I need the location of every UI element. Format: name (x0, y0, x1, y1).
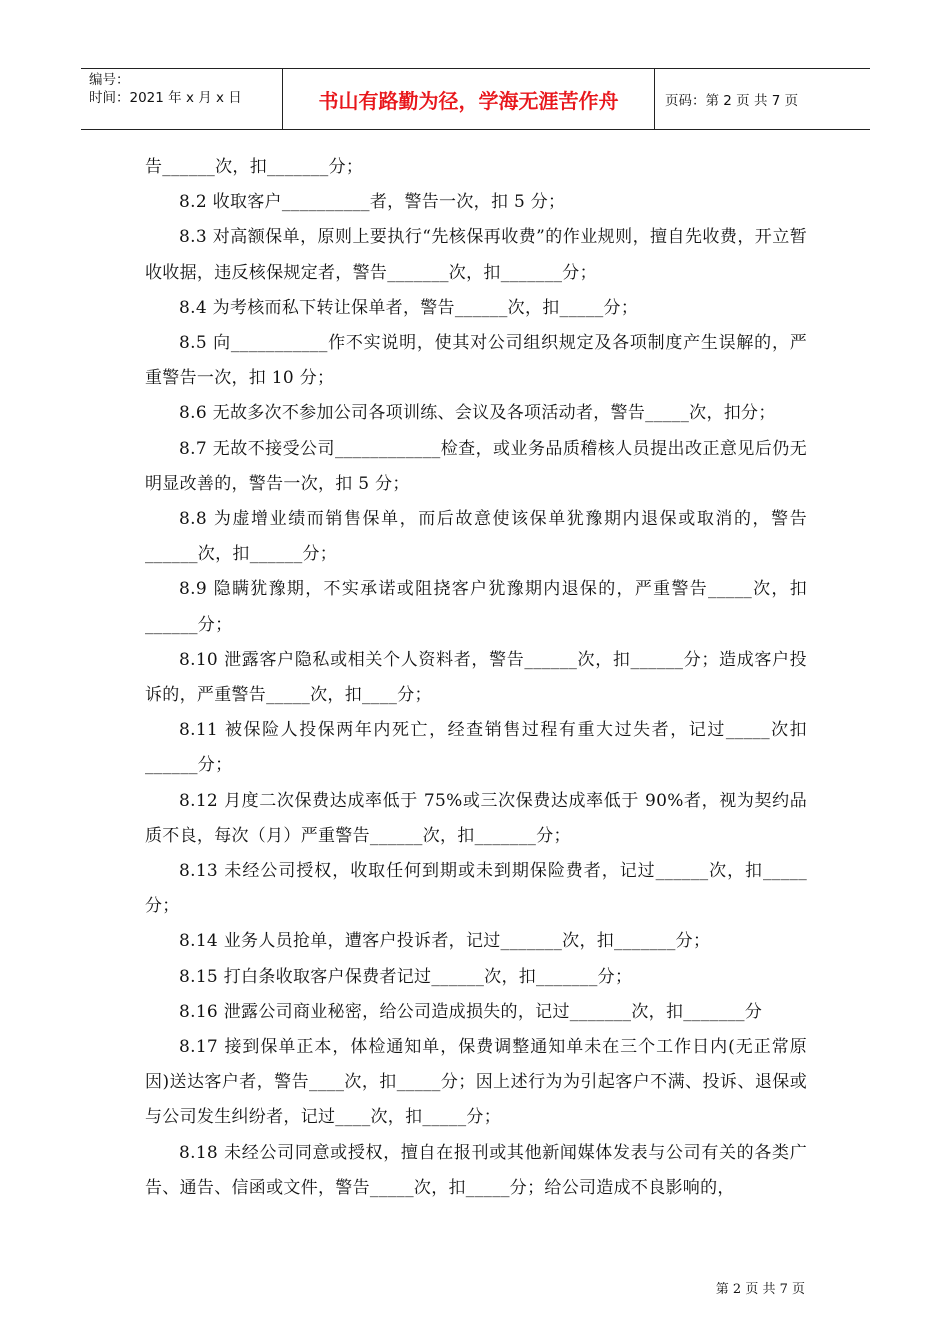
paragraph: 8.10 泄露客户隐私或相关个人资料者，警告______次，扣______分；造成客户投诉的，严重警告_____次，扣____分； (145, 649, 807, 706)
document-date: 时间：2021 年 x 月 x 日 (89, 90, 242, 106)
paragraph: 8.12 月度二次保费达成率低于 75%或三次保费达成率低于 90%者，视为契约品质不良，每次（月）严重警告______次，扣_______分； (145, 790, 807, 846)
header-meta (81, 69, 283, 129)
paragraph: 8.5 向___________作不实说明，使其对公司组织规定及各项制度产生误解的，严重警告一次，扣 10 分； (145, 333, 807, 389)
paragraph: 8.7 无故不接受公司____________检查，或业务品质稽核人员提出改正意见后仍无明显改善的，警告一次，扣 5 分； (145, 438, 807, 494)
document-body (145, 150, 807, 1206)
page-header (81, 68, 870, 130)
page-footer: 第 2 页 共 7 页 (715, 1282, 805, 1297)
paragraph: 8.11 被保险人投保两年内死亡，经查销售过程有重大过失者，记过_____次扣______分； (145, 720, 807, 776)
paragraph: 8.13 未经公司授权，收取任何到期或未到期保险费者，记过______次，扣_____分； (145, 861, 807, 917)
paragraph: 8.6 无故多次不参加公司各项训练、会议及各项活动者，警告_____次，扣分； (179, 403, 776, 424)
paragraph: 8.16 泄露公司商业秘密，给公司造成损失的，记过_______次，扣_______分 (179, 1001, 763, 1022)
paragraph: 8.2 收取客户__________者，警告一次，扣 5 分； (179, 192, 566, 213)
document-number: 编号： (89, 72, 130, 88)
header-motto: 书山有路勤为径，学海无涯苦作舟 (283, 69, 655, 129)
paragraph: 8.18 未经公司同意或授权，擅自在报刊或其他新闻媒体发表与公司有关的各类广告、通告、信函或文件，警告_____次，扣_____分；给公司造成不良影响的， (145, 1142, 807, 1198)
paragraph: 8.4 为考核而私下转让保单者，警告______次，扣_____分； (179, 297, 639, 318)
paragraph: 8.9 隐瞒犹豫期，不实承诺或阻挠客户犹豫期内退保的，严重警告_____次，扣______分； (145, 579, 807, 635)
header-page-info: 页码：第 2 页 共 7 页 (665, 93, 799, 109)
paragraph: 8.14 业务人员抢单，遭客户投诉者，记过_______次，扣_______分； (179, 931, 711, 952)
paragraph: 告______次，扣_______分； (145, 157, 364, 177)
paragraph: 8.17 接到保单正本，体检通知单，保费调整通知单未在三个工作日内(无正常原因)送达客户者，警告____次，扣_____分；因上述行为为引起客户不满、投诉、退保或与公司发生纠纷者，记过____次，扣_____分； (145, 1037, 807, 1128)
paragraph: 8.15 打白条收取客户保费者记过______次，扣_______分； (179, 966, 633, 987)
paragraph: 8.8 为虚增业绩而销售保单，而后故意使该保单犹豫期内退保或取消的，警告______次，扣______分； (145, 509, 807, 565)
paragraph: 8.3 对高额保单，原则上要执行“先核保再收费”的作业规则，擅自先收费，开立暂收收据，违反核保规定者，警告_______次，扣_______分； (145, 227, 807, 283)
